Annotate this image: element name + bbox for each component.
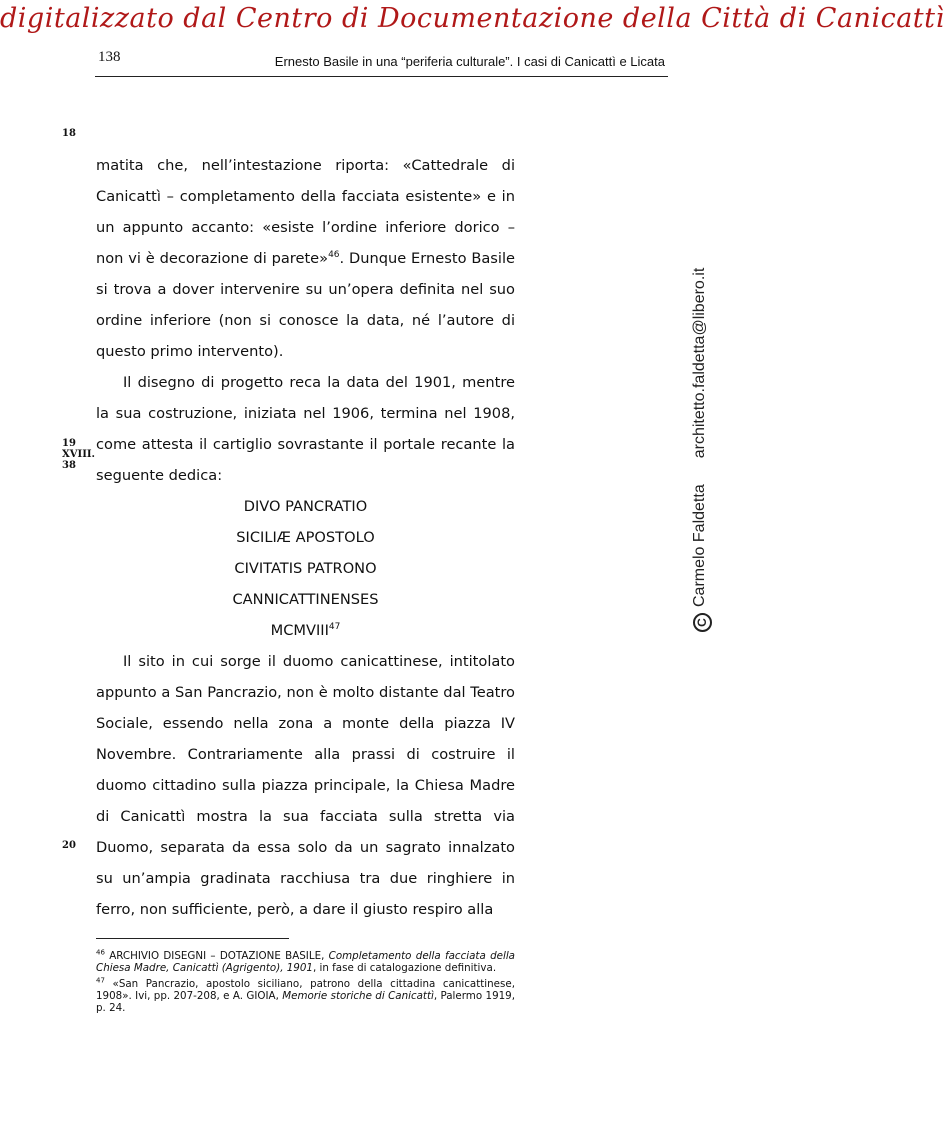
running-title: Ernesto Basile in una “periferia culturale”. I casi di Canicattì e Licata (274, 54, 665, 69)
paragraph-2: Il disegno di progetto reca la data del 1901, mentre la sua costruzione, iniziata nel 1906, termina nel 1908, come attesta il cartiglio sovrastante il portale recante la seguente dedica: (96, 374, 515, 484)
dedication-inscription (96, 491, 515, 646)
footnote-separator (96, 938, 289, 939)
paragraph-1 (96, 150, 515, 367)
footnote-47-text-b: , Palermo 1919, p. 24. (96, 990, 515, 1014)
footnote-46-title: Completamento della facciata della Chiesa Madre, Canicattì (Agrigento), 1901 (96, 950, 515, 974)
digitization-watermark: digitalizzato dal Centro di Documentazione della Città di Canicattì (0, 3, 945, 34)
dedication-date: MCMVIII (270, 622, 329, 639)
dedication-line-3: CIVITATIS PATRONO (234, 560, 377, 577)
paragraph-3: Il sito in cui sorge il duomo canicattinese, intitolato appunto a San Pancrazio, non è molto distante dal Teatro Sociale, essendo nella zona a monte della piazza IV Novembre. Contrariamente alla prassi di costruire il duomo cittadino sulla piazza principale, la Chiesa Madre di Canicattì mostra la sua facciata sulla stretta via Duomo, separata da essa solo da un sagrato innalzato su un’ampia gradinata racchiusa tra due ringhiere in ferro, non sufficiente, però, a dare il giusto respiro alla (96, 653, 515, 918)
dedication-line-4: CANNICATTINENSES (232, 591, 379, 608)
dedication-line-2: SICILIÆ APOSTOLO (236, 529, 375, 546)
footnotes (96, 950, 515, 1018)
footnote-46-text-b: , in fase di catalogazione definitiva. (312, 962, 497, 974)
body-text (96, 150, 515, 925)
footnote-47-number: 47 (96, 976, 105, 985)
paragraph-1-text: matita che, nell’intestazione riporta: «Cattedrale di Canicattì – completamento della facciata esistente» e in un appunto accanto: «esiste l’ordine inferiore dorico – non vi è decorazione di parete» (96, 157, 515, 267)
footnote-46-number: 46 (96, 948, 105, 957)
margin-note-38: 38 (62, 460, 76, 471)
footnote-47-title: Memorie storiche di Canicattì (282, 990, 434, 1002)
footnote-ref-46[interactable]: 46 (328, 250, 340, 261)
footnote-47-text-a: «San Pancrazio, apostolo siciliano, patrono della cittadina canicattinese, 1908». Ivi, pp. 207-208, e A. GIOIA, (96, 978, 515, 1002)
footnote-47 (96, 978, 515, 1014)
page-number: 138 (98, 49, 121, 65)
dedication-line-5 (96, 615, 515, 646)
footnote-ref-47[interactable]: 47 (328, 622, 341, 633)
margin-note-19 (62, 438, 95, 471)
footnote-46-text-a: ARCHIVIO DISEGNI – DOTAZIONE BASILE, (104, 950, 329, 962)
header-rule (95, 76, 668, 77)
margin-note-18: 18 (62, 128, 76, 139)
copyright-icon: C (693, 613, 712, 632)
paragraph-1-tail: . Dunque Ernesto Basile si trova a dover intervenire su un’opera definita nel suo ordine inferiore (non si conosce la data, né l’autore di questo primo intervento). (96, 250, 515, 360)
credit-email: architetto.faldetta@libero.it (691, 267, 708, 459)
credit-author: Carmelo Faldetta (691, 484, 708, 607)
dedication-line-1: DIVO PANCRATIO (243, 498, 368, 515)
margin-note-roman: XVIII. (62, 449, 96, 460)
margin-note-19-number: 19 (62, 438, 76, 449)
footnote-46 (96, 950, 515, 974)
side-credit (691, 268, 712, 632)
margin-note-20: 20 (62, 840, 76, 851)
